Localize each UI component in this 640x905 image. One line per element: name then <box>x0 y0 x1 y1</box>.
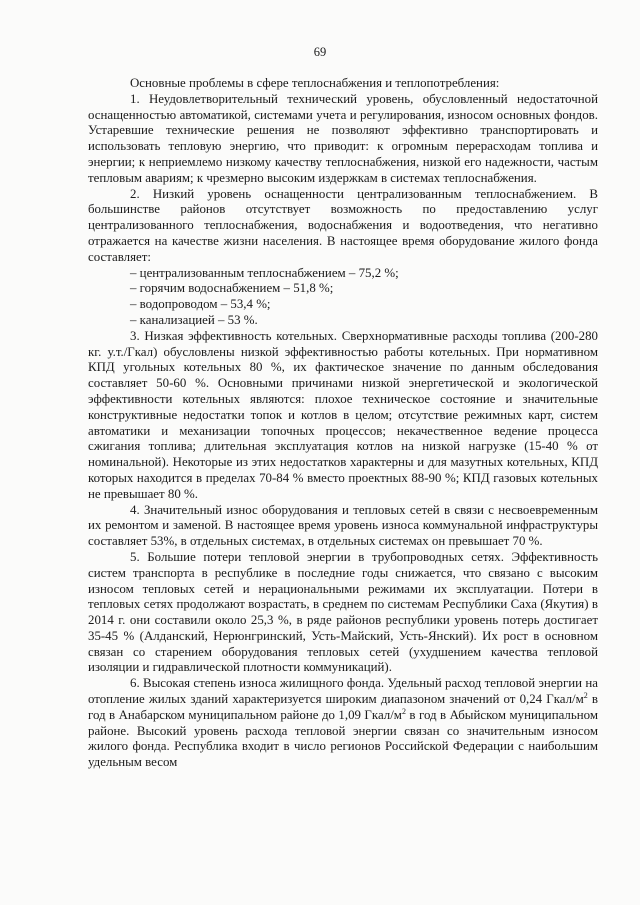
paragraph-6-part-1: 6. Высокая степень износа жилищного фонда. Удельный расход тепловой энергии на отопление жилых зданий характеризуется широким диапазоном значений от 0,24 Гкал/м <box>88 676 598 707</box>
superscript: 2 <box>583 691 588 701</box>
list-item: – канализацией – 53 %. <box>130 312 258 327</box>
paragraph-2: 2. Низкий уровень оснащенности централизованным теплоснабжением. В большинстве районов отсутствует возможность по предоставлению услуг централизованного теплоснабжения, водоснабжения и водоотведения, что негативно отражается на качестве жизни населения. В настоящее время оборудование жилого фонда составляет: <box>88 186 598 264</box>
paragraph-5: 5. Большие потери тепловой энергии в трубопроводных сетях. Эффективность систем транспорта в республике в последние годы снижается, что связано с высоким износом тепловых сетей и нерациональными режимами их эксплуатации. Потери в тепловых сетях продолжают возрастать, в среднем по системам Республики Саха (Якутия) в 2014 г. они составили около 25,3 %, в ряде районов республики уровень потерь достигает 35-45 % (Алданский, Нерюнгринский, Усть-Майский, Усть-Янский). Их рост в основном связан со старением оборудования тепловых сетей (ухудшением качества тепловой изоляции и гидравлической плотности коммуникаций). <box>88 549 598 675</box>
list-item: – водопроводом – 53,4 %; <box>130 297 271 312</box>
paragraph-6 <box>88 676 598 771</box>
page-body <box>88 76 598 771</box>
page-number: 69 <box>313 45 327 59</box>
paragraph-4: 4. Значительный износ оборудования и тепловых сетей в связи с несвоевременным их ремонтом и заменой. В настоящее время уровень износа коммунальной инфраструктуры составляет 53%, в отдельных системах, в отдельных системах он превышает 70 %. <box>88 502 598 549</box>
equipment-list <box>88 266 598 329</box>
paragraph-6-part-3: в год в Абыйском муниципальном районе. Высокий уровень расхода тепловой энергии связан со значительным износом жилого фонда. Республика входит в число регионов Российской Федерации с наибольшим удельным весом <box>88 707 598 770</box>
list-item: – горячим водоснабжением – 51,8 %; <box>130 281 334 296</box>
superscript: 2 <box>401 706 406 716</box>
paragraph-6-part-2: в год в Анабарском муниципальном районе до 1,09 Гкал/м <box>88 692 598 722</box>
paragraph-3: 3. Низкая эффективность котельных. Сверхнормативные расходы топлива (200-280 кг. у.т./Гкал) обусловлены низкой эффективностью работы котельных. При нормативном КПД угольных котельных 80 %, их фактическое значение по данным обследования составляет 50-60 %. Основными причинами низкой энергетической и экологической эффективности котельных являются: плохое техническое состояние и значительные конструктивные недостатки топок и котлов в целом; отсутствие режимных карт, систем автоматики и механизации топочных процессов; некачественное ведение процесса сжигания топлива; длительная эксплуатация котлов на низкой нагрузке (15-40 % от номинальной). Некоторые из этих недостатков характерны и для мазутных котельных, КПД которых находится в пределах 70-84 % вместо проектных 88-90 %; КПД газовых котельных не превышает 80 %. <box>88 328 598 501</box>
section-heading: Основные проблемы в сфере теплоснабжения и теплопотребления: <box>130 76 500 90</box>
paragraph-1: 1. Неудовлетворительный технический уровень, обусловленный недостаточной оснащенностью автоматикой, системами учета и регулирования, износом основных фондов. Устаревшие технические решения не позволяют эффективно транспортировать и использовать тепловую энергию, что приводит: к огромным перерасходам топлива и энергии; к неприемлемо низкому качеству теплоснабжения, низкой его надежности, частым тепловым авариям; к чрезмерно высоким издержкам в системах теплоснабжения. <box>88 91 598 185</box>
list-item: – централизованным теплоснабжением – 75,2 %; <box>130 265 399 280</box>
